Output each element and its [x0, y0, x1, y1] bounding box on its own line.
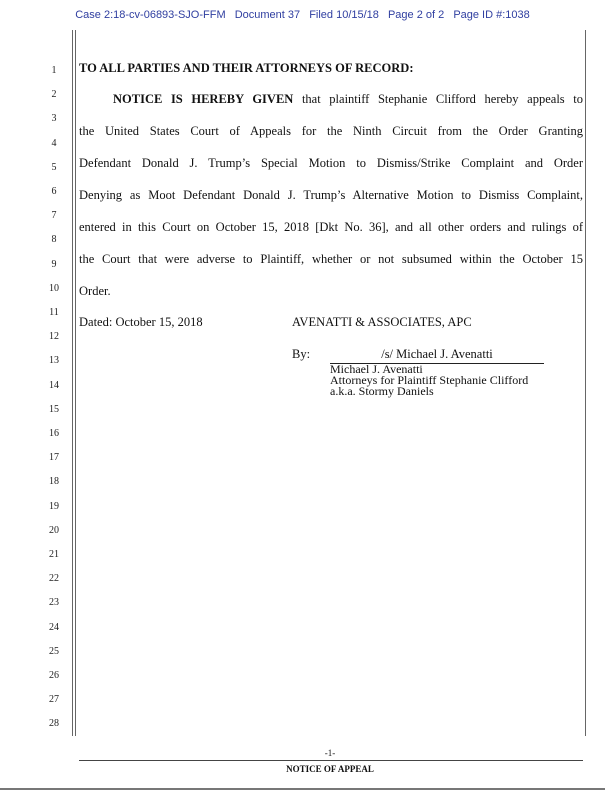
line-number: 11	[49, 307, 59, 318]
dated-line: Dated: October 15, 2018	[79, 315, 203, 329]
line-number: 22	[49, 573, 59, 585]
line-number: 19	[49, 500, 59, 512]
line-number: 28	[49, 718, 59, 730]
notice-lead: NOTICE IS HEREBY GIVEN	[113, 92, 294, 106]
page-id: Page ID #:1038	[453, 9, 530, 21]
body-line-5: entered in this Court on October 15, 2018 [Dkt No. 36], and all other orders and rulings of	[79, 220, 583, 234]
line-number: 12	[49, 331, 59, 343]
line-number: 20	[49, 524, 59, 536]
firm-name: AVENATTI & ASSOCIATES, APC	[292, 315, 472, 329]
line-number: 13	[49, 355, 59, 367]
line-number: 4	[51, 137, 57, 149]
left-margin-rule	[72, 30, 73, 736]
page-bottom-edge	[0, 788, 605, 790]
page-number: -1-	[324, 748, 336, 758]
line-number: 5	[51, 161, 57, 173]
line-number: 9	[51, 258, 57, 270]
right-margin-rule	[585, 30, 586, 736]
line-number: 10	[49, 282, 59, 294]
line-number: 24	[49, 621, 59, 633]
attorney-name: Michael J. Avenatti	[330, 362, 423, 376]
signature-block	[330, 364, 528, 397]
body-line-2: the United States Court of Appeals for the Ninth Circuit from the Order Granting	[79, 124, 583, 138]
footer-title: NOTICE OF APPEAL	[286, 764, 374, 774]
line-number: 21	[49, 549, 59, 560]
line-number: 15	[49, 403, 59, 415]
line-number: 3	[51, 113, 57, 125]
by-label: By:	[292, 347, 311, 361]
page-count: Page 2 of 2	[387, 9, 445, 21]
left-margin-rule-inner	[75, 30, 76, 736]
body-line-3: Defendant Donald J. Trump’s Special Motion to Dismiss/Strike Complaint and Order	[79, 156, 583, 170]
document-number: Document 37	[234, 9, 301, 21]
body-line-6: the Court that were adverse to Plaintiff, whether or not subsumed within the October 15	[79, 252, 583, 266]
body-line-7: Order.	[79, 284, 111, 298]
case-number: Case 2:18-cv-06893-SJO-FFM	[75, 9, 226, 21]
line-number: 8	[51, 234, 57, 246]
client-aka: a.k.a. Stormy Daniels	[330, 384, 434, 398]
signature-text: /s/ Michael J. Avenatti	[381, 347, 493, 361]
line-number: 26	[49, 670, 59, 681]
salutation: TO ALL PARTIES AND THEIR ATTORNEYS OF RECORD:	[79, 61, 414, 75]
line-number: 7	[51, 210, 57, 222]
line-number: 2	[51, 89, 57, 101]
line-number: 17	[49, 452, 59, 464]
attorney-role: Attorneys for Plaintiff Stephanie Clifford	[330, 373, 529, 387]
ecf-header	[0, 9, 605, 21]
body-line-4: Denying as Moot Defendant Donald J. Trump’s Alternative Motion to Dismiss Complaint,	[79, 188, 583, 202]
body-line-1-rest: that plaintiff Stephanie Clifford hereby appeals to	[301, 92, 584, 106]
line-number: 25	[49, 645, 59, 657]
line-number: 23	[49, 597, 59, 609]
line-number: 6	[51, 186, 57, 197]
line-number: 14	[49, 379, 59, 391]
line-number: 16	[49, 428, 59, 439]
line-number: 27	[49, 694, 59, 706]
filed-date: Filed 10/15/18	[309, 9, 379, 21]
footer-rule	[79, 760, 583, 761]
line-number: 1	[51, 65, 57, 76]
body-line-1	[79, 92, 583, 107]
line-number: 18	[49, 476, 59, 488]
